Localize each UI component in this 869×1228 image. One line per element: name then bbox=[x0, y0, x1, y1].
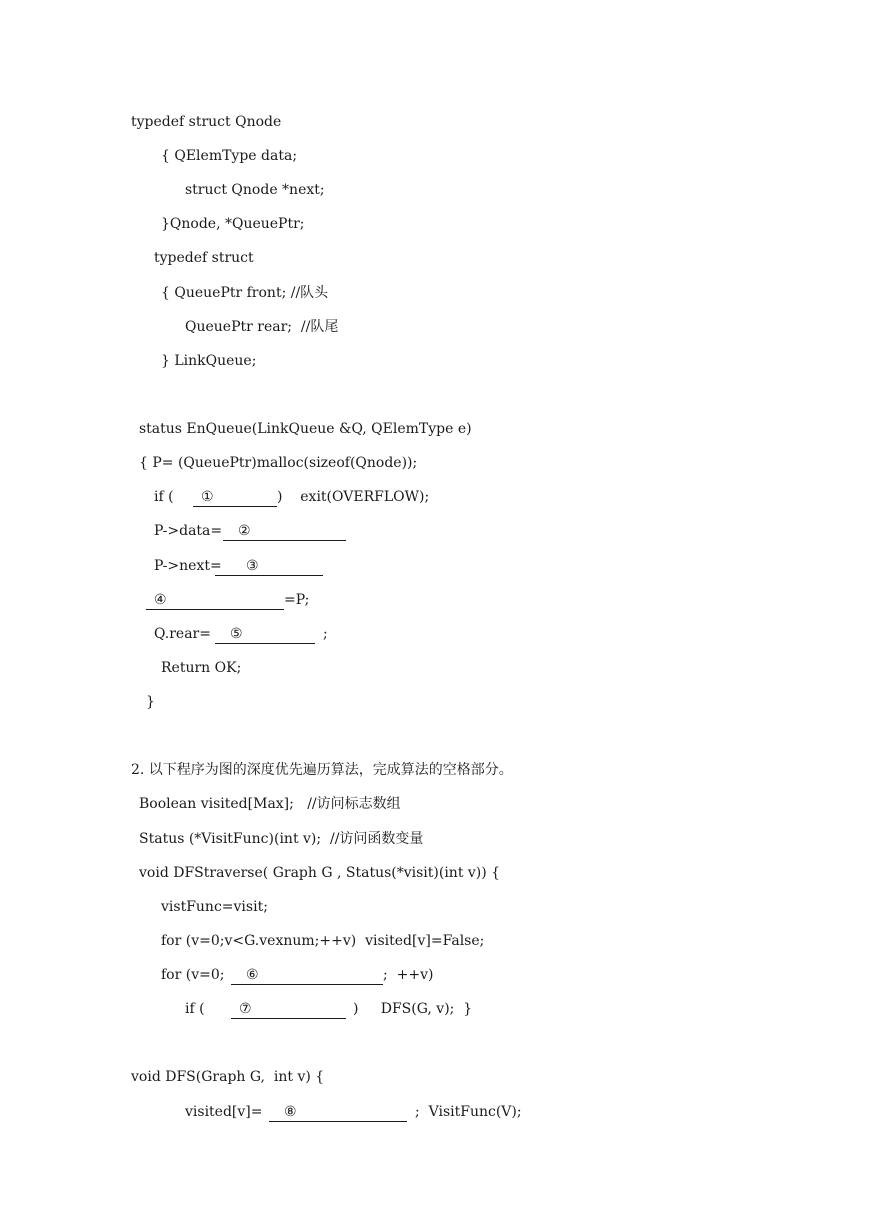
code-line-typedef-struct: typedef struct bbox=[154, 250, 254, 266]
code-line-return-ok: Return OK; bbox=[161, 660, 242, 676]
code-line-visited-assign: visited[v]= bbox=[185, 1104, 263, 1120]
code-line-linkqueue: } LinkQueue; bbox=[161, 353, 257, 369]
code-line-dfs-signature: void DFS(Graph G, int v) { bbox=[131, 1069, 325, 1085]
code-line-enqueue-signature: status EnQueue(LinkQueue &Q, QElemType e) bbox=[139, 421, 472, 437]
code-line-next-assign: P->next= bbox=[154, 558, 222, 574]
blank-8-number: ⑧ bbox=[284, 1104, 297, 1120]
blank-5[interactable] bbox=[215, 625, 315, 644]
code-line-typedef-qnode: typedef struct Qnode bbox=[131, 114, 282, 130]
blank-3-number: ③ bbox=[246, 558, 259, 574]
blank-4[interactable] bbox=[146, 591, 284, 610]
code-line-for-increment: ; ++v) bbox=[383, 967, 434, 983]
code-line-visited-array: Boolean visited[Max]; //访问标志数组 bbox=[139, 796, 401, 812]
code-line-if-close: ) exit(OVERFLOW); bbox=[277, 489, 430, 505]
blank-8[interactable] bbox=[269, 1103, 407, 1122]
code-line-if-open: if ( bbox=[154, 489, 174, 505]
code-line-for-loop: for (v=0; bbox=[161, 967, 225, 983]
code-line-visitfunc-call: ; VisitFunc(V); bbox=[415, 1104, 522, 1120]
blank-1[interactable] bbox=[193, 488, 277, 507]
blank-6[interactable] bbox=[231, 966, 383, 985]
code-line-rear-next: =P; bbox=[284, 592, 310, 608]
code-line-qelemtype-data: { QElemType data; bbox=[161, 148, 298, 164]
blank-7-number: ⑦ bbox=[239, 1001, 252, 1017]
code-line-rear: QueuePtr rear; //队尾 bbox=[185, 319, 339, 335]
code-line-dfstraverse-signature: void DFStraverse( Graph G , Status(*visit)(int v)) { bbox=[139, 865, 501, 881]
code-line-front: { QueuePtr front; //队头 bbox=[161, 285, 329, 301]
code-line-visitfunc-var: Status (*VisitFunc)(int v); //访问函数变量 bbox=[139, 831, 424, 847]
question-2-title: 2. 以下程序为图的深度优先遍历算法，完成算法的空格部分。 bbox=[131, 762, 513, 778]
blank-3[interactable] bbox=[215, 557, 323, 576]
blank-5-number: ⑤ bbox=[230, 626, 243, 642]
blank-1-number: ① bbox=[201, 489, 214, 505]
code-line-vistfunc-assign: vistFunc=visit; bbox=[161, 899, 268, 915]
blank-2[interactable] bbox=[223, 522, 346, 541]
code-line-qnode-end: }Qnode, *QueuePtr; bbox=[161, 216, 305, 232]
blank-4-number: ④ bbox=[154, 592, 167, 608]
code-line-malloc: { P= (QueuePtr)malloc(sizeof(Qnode)); bbox=[139, 455, 418, 471]
code-line-init-visited: for (v=0;v<G.vexnum;++v) visited[v]=False; bbox=[161, 933, 485, 949]
code-line-dfs-call: ) DFS(G, v); } bbox=[353, 1001, 473, 1017]
blank-2-number: ② bbox=[238, 523, 251, 539]
blank-6-number: ⑥ bbox=[246, 967, 259, 983]
code-line-if-visited: if ( bbox=[185, 1001, 205, 1017]
code-line-qnode-next: struct Qnode *next; bbox=[185, 182, 325, 198]
code-line-data-assign: P->data= bbox=[154, 523, 223, 539]
code-line-qrear-assign: Q.rear= bbox=[154, 626, 211, 642]
blank-7[interactable] bbox=[231, 1000, 346, 1019]
code-line-qrear-semicolon: ; bbox=[323, 626, 328, 642]
code-line-enqueue-close: } bbox=[146, 694, 155, 710]
